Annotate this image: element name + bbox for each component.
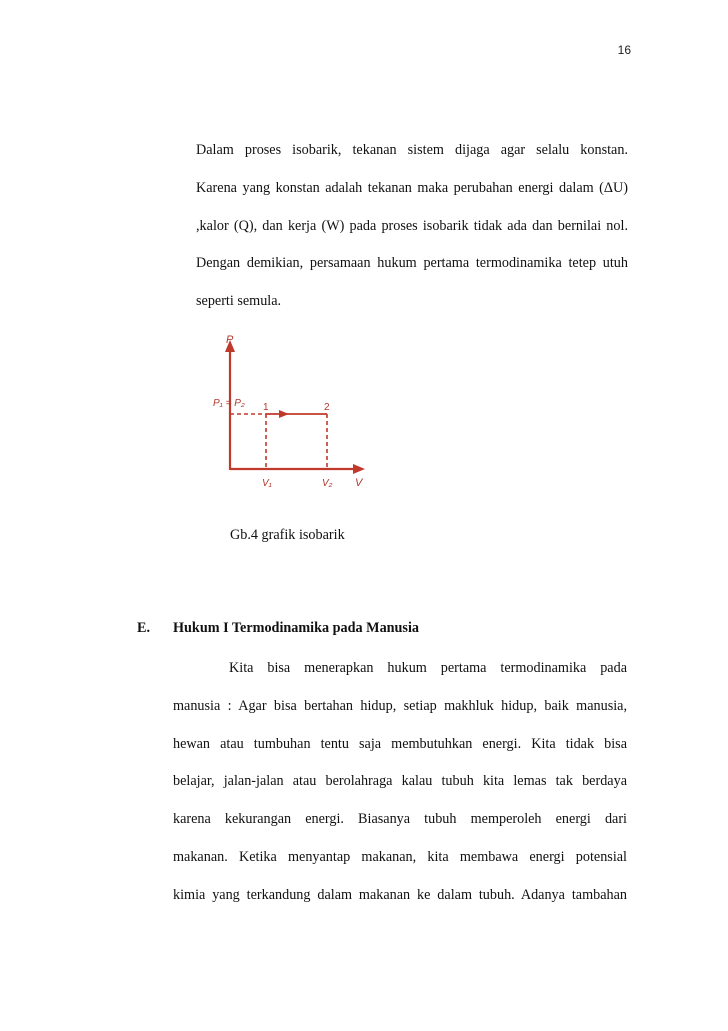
v2-label: V₂ xyxy=(322,478,333,489)
paragraph-line: karena kekurangan energi. Biasanya tubuh memperoleh energi dari xyxy=(173,811,627,827)
paragraph-line: hewan atau tumbuhan tentu saja membutuhkan energi. Kita tidak bisa xyxy=(173,736,627,752)
point-label-1: 1 xyxy=(263,402,269,413)
paragraph-line: ,kalor (Q), dan kerja (W) pada proses isobarik tidak ada dan bernilai nol. xyxy=(196,218,628,234)
point-label-2: 2 xyxy=(324,402,330,413)
process-arrow xyxy=(279,410,289,418)
paragraph-line: kimia yang terkandung dalam makanan ke dalam tubuh. Adanya tambahan xyxy=(173,887,627,903)
page-number: 16 xyxy=(617,43,631,57)
pressure-label: P₁ = P₂ xyxy=(213,398,245,409)
paragraph-line: makanan. Ketika menyantap makanan, kita membawa energi potensial xyxy=(173,849,627,865)
isobaric-graph xyxy=(205,326,375,498)
section-letter: E. xyxy=(137,620,151,636)
paragraph-line: manusia : Agar bisa bertahan hidup, setiap makhluk hidup, baik manusia, xyxy=(173,698,627,714)
paragraph-line: Dalam proses isobarik, tekanan sistem dijaga agar selalu konstan. xyxy=(196,142,628,158)
figure-caption: Gb.4 grafik isobarik xyxy=(230,527,345,543)
paragraph-isobaric xyxy=(196,141,628,311)
paragraph-line: seperti semula. xyxy=(196,293,282,309)
v1-label: V₁ xyxy=(262,478,272,489)
axis-label-p: P xyxy=(226,334,234,346)
paragraph-line: Kita bisa menerapkan hukum pertama termodinamika pada xyxy=(229,660,627,676)
axis-label-v: V xyxy=(355,477,363,489)
x-axis-arrow xyxy=(353,464,365,474)
section-title: Hukum I Termodinamika pada Manusia xyxy=(173,620,419,636)
paragraph-line: belajar, jalan-jalan atau berolahraga kalau tubuh kita lemas tak berdaya xyxy=(173,773,627,789)
paragraph-human-thermodynamics xyxy=(173,659,627,903)
paragraph-line: Dengan demikian, persamaan hukum pertama termodinamika tetep utuh xyxy=(196,255,628,271)
paragraph-line: Karena yang konstan adalah tekanan maka perubahan energi dalam (ΔU) xyxy=(196,180,628,196)
